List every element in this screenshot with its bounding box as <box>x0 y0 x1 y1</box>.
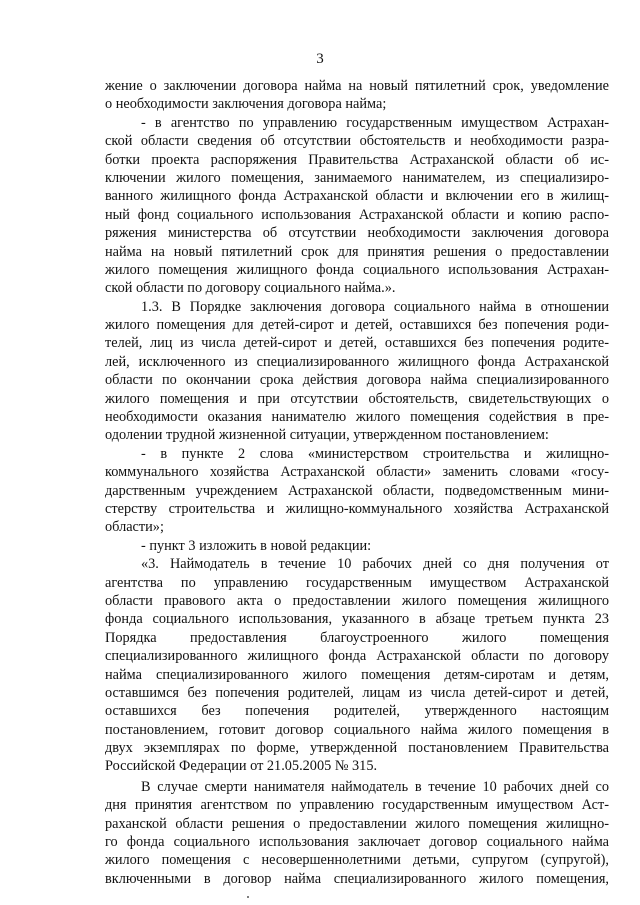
text-line: Порядка предоставления благоустроенного жилого помещения <box>105 629 609 646</box>
text-line: фонда социального использования, указанного в абзаце третьем пункта 23 <box>105 611 609 628</box>
text-line: одолении трудной жизненной ситуации, утвержденном постановлением: <box>105 427 549 444</box>
text-line: оставшихся без попечения родителей, утвержденного настоящим <box>105 703 609 720</box>
text-line: 1.3. В Порядке заключения договора социального найма в отношении <box>141 298 609 315</box>
text-line: двух экземплярах по форме, утвержденной постановлением Правительства <box>105 740 609 757</box>
text-line: - пункт 3 изложить в новой редакции: <box>141 537 372 554</box>
text-line: жилого помещения жилищного фонда социального использования Астрахан- <box>105 261 609 278</box>
text-line: о необходимости заключения договора найма; <box>105 96 387 113</box>
text-line: лей, исключенного из специализированного жилищного фонда Астраханской <box>105 353 609 370</box>
text-line: найма специализированного жилого помещения детям-сиротам и детям, <box>105 666 609 683</box>
text-line: области»; <box>105 519 164 536</box>
text-line: постановлением, готовит договор социального найма жилого помещения в <box>105 721 609 738</box>
text-line: В случае смерти нанимателя наймодатель в течение 10 рабочих дней со <box>141 778 609 795</box>
scan-speck <box>247 896 249 898</box>
text-line: оставшимся без попечения родителей, лицам из числа детей-сирот и детей, <box>105 684 609 701</box>
text-line: области по окончании срока действия договора найма специализированного <box>105 372 609 389</box>
text-line: го фонда социального использования заключает договор социального найма <box>105 834 609 851</box>
text-line: ключении жилого помещения, занимаемого нанимателем, из специализиро- <box>105 169 609 186</box>
text-line: найма на новый пятилетний срок для принятия решения о предоставлении <box>105 243 609 260</box>
text-line: жилого помещения с несовершеннолетними детьми, супругом (супругой), <box>105 852 609 869</box>
document-body <box>105 77 609 888</box>
text-line: необходимости оказания нанимателю жилого помещения содействия в пре- <box>105 409 609 426</box>
text-line: раханской области решения о предоставлении жилого помещения жилищно- <box>105 815 609 832</box>
text-line: жилого помещения для детей-сирот и детей, оставшихся без попечения роди- <box>105 317 609 334</box>
text-line: - в пункте 2 слова «министерством строительства и жилищно- <box>141 445 609 462</box>
text-line: стерству строительства и жилищно-коммунального хозяйства Астраханской <box>105 500 609 517</box>
text-line: Российской Федерации от 21.05.2005 № 315. <box>105 758 378 775</box>
text-line: ванного жилищного фонда Астраханской области и включении его в жилищ- <box>105 188 609 205</box>
text-line: дня принятия агентством по управлению государственным имуществом Аст- <box>105 797 609 814</box>
text-line: коммунального хозяйства Астраханской области» заменить словами «госу- <box>105 464 609 481</box>
text-line: «3. Наймодатель в течение 10 рабочих дней со дня получения от <box>141 556 609 573</box>
text-line: области правового акта о предоставлении жилого помещения жилищного <box>105 592 609 609</box>
text-line: включенными в договор найма специализированного жилого помещения, <box>105 870 609 887</box>
text-line: ряжения министерства об отсутствии необходимости заключения договора <box>105 225 609 242</box>
text-line: - в агентство по управлению государственным имуществом Астрахан- <box>141 114 609 131</box>
text-line: ской области по договору социального найма.». <box>105 280 396 297</box>
text-line: ботки проекта распоряжения Правительства Астраханской области об ис- <box>105 151 609 168</box>
text-line: телей, лиц из числа детей-сирот и детей, оставшихся без попечения родите- <box>105 335 609 352</box>
text-line: ный фонд социального использования Астраханской области и копию распо- <box>105 206 609 223</box>
page-number: 3 <box>316 51 324 67</box>
text-line: жилого помещения и при отсутствии обстоятельств, свидетельствующих о <box>105 390 609 407</box>
text-line: специализированного жилищного фонда Астраханской области по договору <box>105 648 609 665</box>
text-line: жение о заключении договора найма на новый пятилетний срок, уведомление <box>105 78 609 94</box>
text-line: дарственным учреждением Астраханской области, подведомственным мини- <box>105 482 609 499</box>
text-line: ской области сведения об отсутствии обстоятельств и необходимости разра- <box>105 133 609 150</box>
text-line: агентства по управлению государственным имуществом Астраханской <box>105 574 609 591</box>
